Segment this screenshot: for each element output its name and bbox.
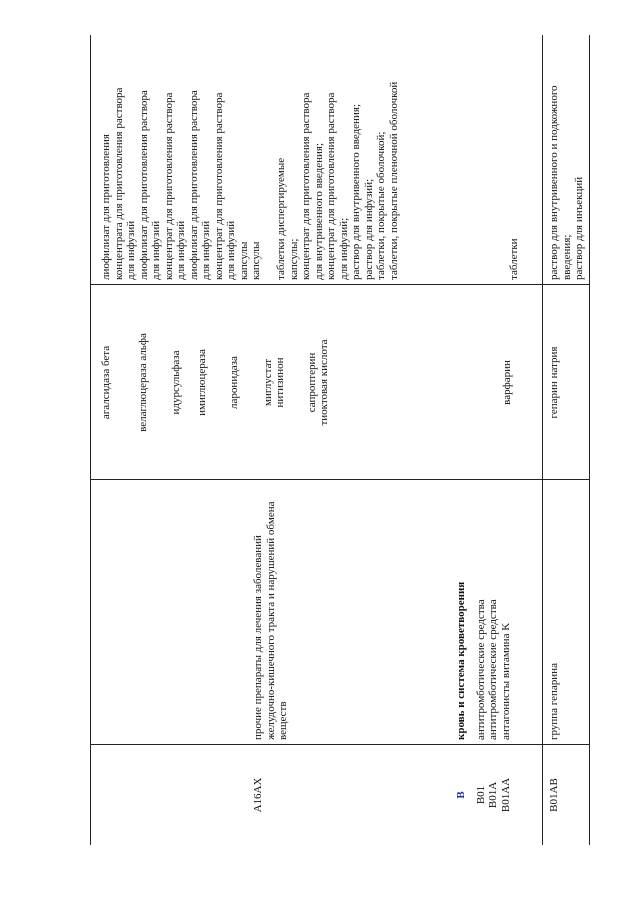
column-separator (90, 479, 590, 480)
dosage-forms: лиофилизат для приготовления концентрата для приготовления раствора для инфузий лиофилизат для приготовления раствора для инфузий концентрат для приготовления раствора для инфузий лиофилизат для приготовления раствора для инфузий концентрат для приготовления раствора для инфузий капсулы капсулы таблетки диспергируемые капсулы; концентрат для приготовления раствора для внутривенного введения; концентрат для приготовления раствора для инфузий; раствор для внутривенного введения; раствор для инфузий; таблетки, покрытые оболочкой; таблетки, покрытые пленочной оболочкой (100, 81, 400, 280)
drug-name: идурсульфаза (170, 350, 182, 415)
drug-name: имиглюцераза (196, 349, 208, 416)
drug-name: нитизинон (274, 357, 286, 408)
row-codes: B B01 B01A B01AA (455, 745, 512, 845)
drug-name: гепарин натрия (548, 346, 560, 419)
section-title: кровь и система кроветворения (455, 581, 467, 740)
row-separator (542, 35, 543, 845)
drug-name: миглустат (262, 358, 274, 407)
drug-name: сапроптерин (306, 352, 318, 413)
section-code: B (455, 791, 467, 799)
rotated-table (90, 35, 590, 845)
dosage-forms: таблетки (508, 238, 520, 280)
drug-name: тиоктовая кислота (318, 339, 330, 426)
row-group-name: группа гепарина (548, 663, 560, 740)
row-group-name: прочие препараты для лечения заболеваний желудочно-кишечного тракта и нарушений обмена веществ (252, 501, 289, 740)
column-separator (90, 284, 590, 285)
drug-name: варфарин (501, 360, 513, 405)
drug-name: велаглюцераза альфа (137, 333, 149, 432)
row-code: A16AX (252, 777, 264, 813)
dosage-forms: раствор для внутривенного и подкожного введения; раствор для инъекций (548, 85, 585, 280)
table-top-border (90, 35, 91, 845)
table-bottom-border (589, 35, 590, 845)
drug-name: ларонидаза (228, 356, 240, 409)
medicine-table (90, 35, 590, 845)
drug-name: агалсидаза бета (100, 345, 112, 420)
row-group-names: кровь и система кроветворения антитромботические средства антитромботические средства антагонисты витамина K (455, 485, 512, 740)
column-separator (90, 744, 590, 745)
row-code: B01AB (548, 778, 560, 812)
